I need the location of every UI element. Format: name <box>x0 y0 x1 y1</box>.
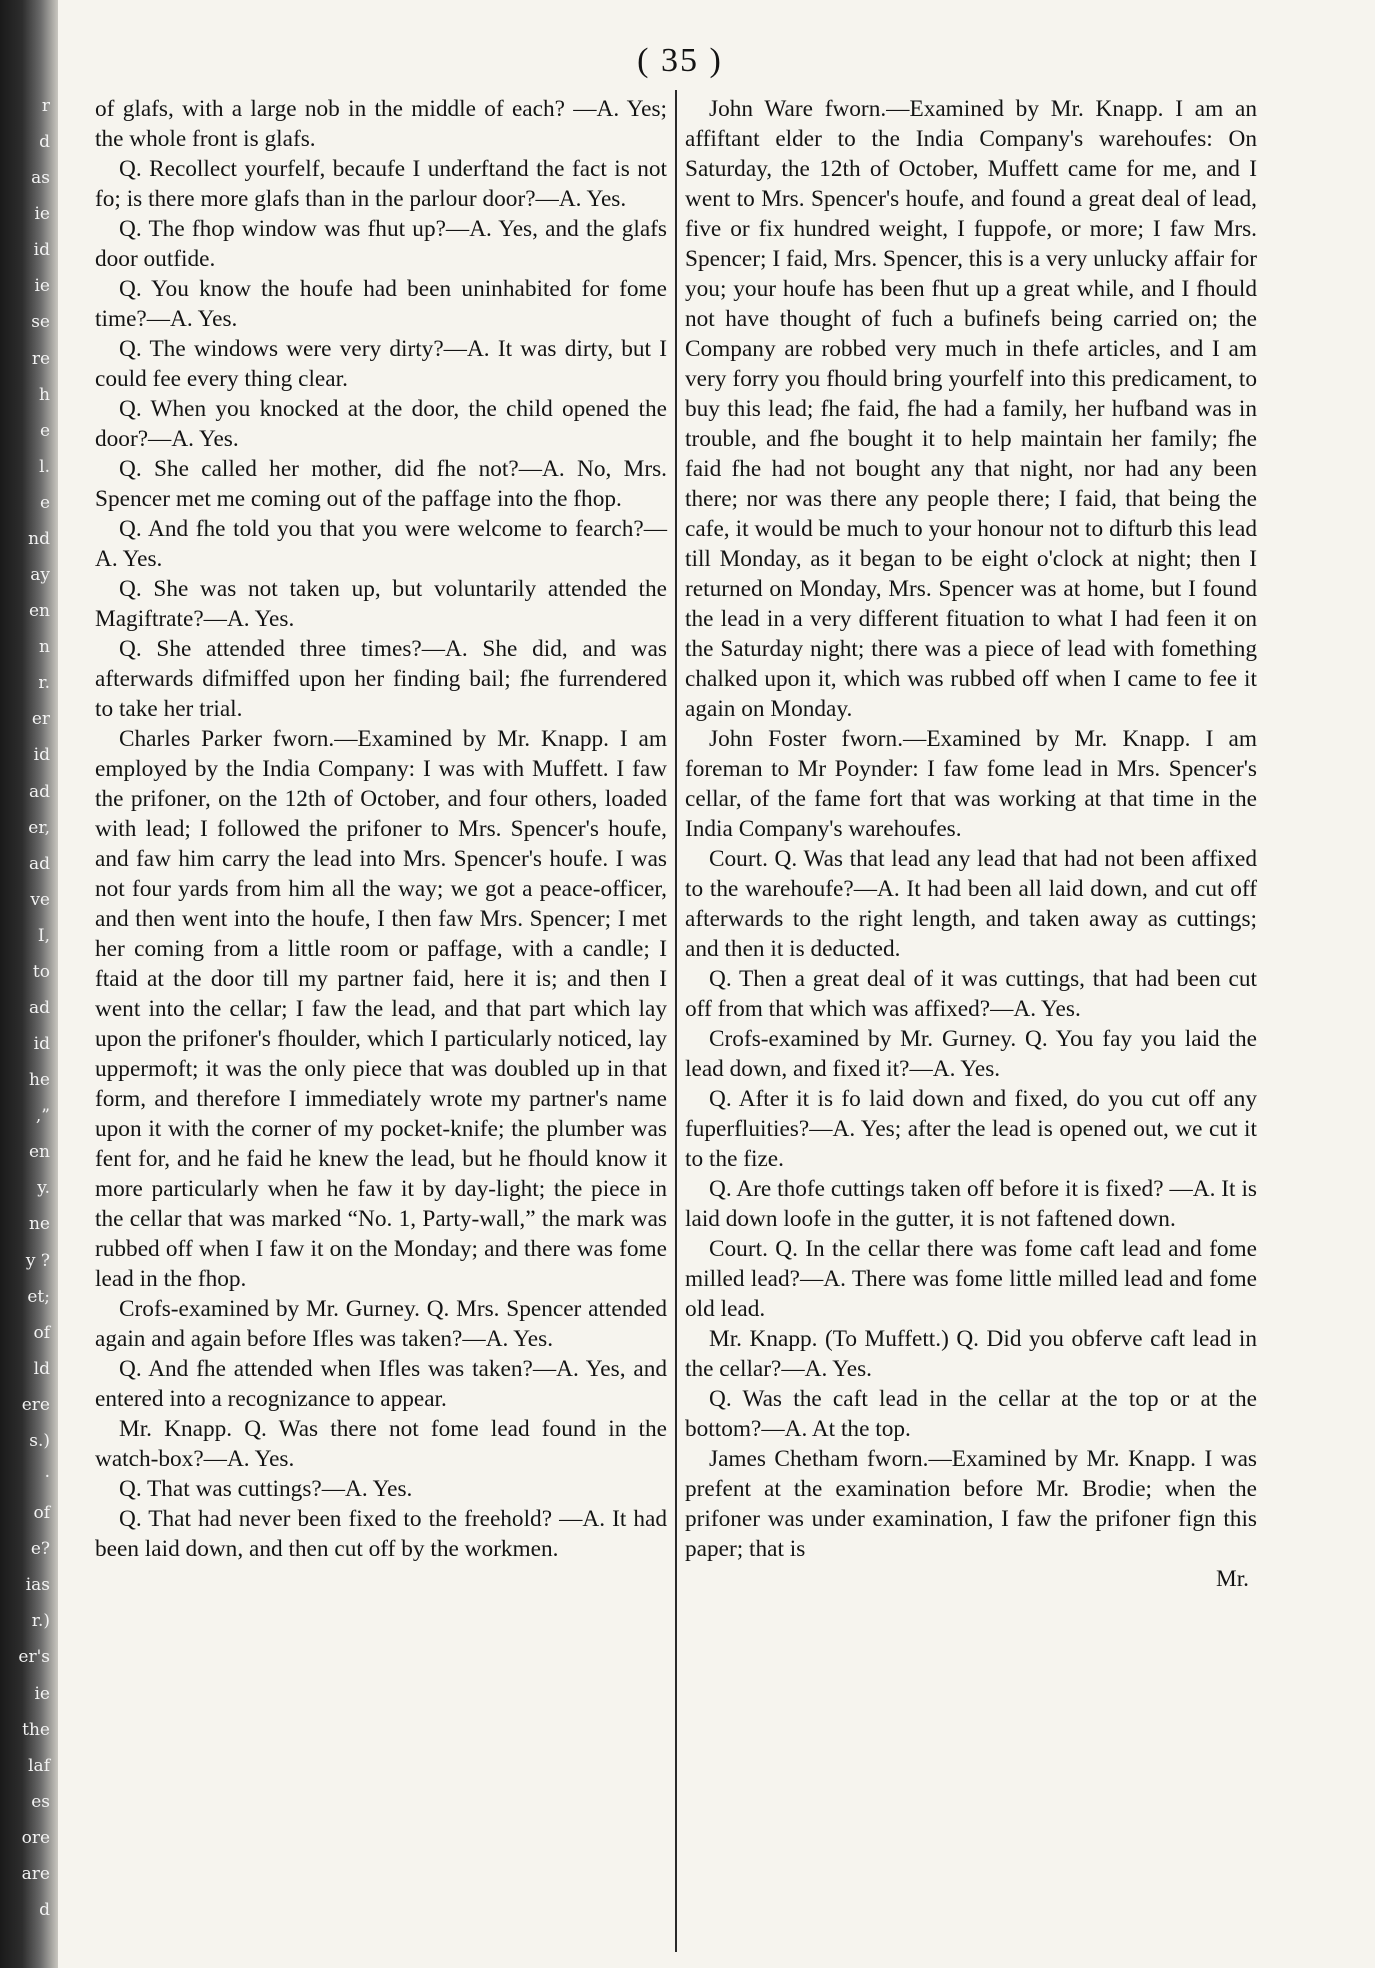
right-para-1: John Foster fworn.—Examined by Mr. Knapp. I am foreman to Mr Poynder: I faw fome lead in Mrs. Spencer's cellar, of the fame fort that was working at that time in the India Company's warehoufes. <box>685 726 1257 842</box>
gutter-fragment: er, <box>28 817 50 838</box>
gutter-fragment: id <box>33 240 50 261</box>
gutter-fragment: ad <box>28 998 50 1018</box>
left-para-13: Mr. Knapp. Q. Was there not fome lead found in the watch-box?—A. Yes. <box>95 1416 667 1472</box>
gutter-fragment: r.) <box>31 1611 50 1632</box>
gutter-fragment: ay <box>30 565 50 586</box>
gutter-fragment: ad <box>28 781 50 802</box>
gutter-fragment: to <box>32 961 50 982</box>
gutter-fragment: ve <box>30 889 50 910</box>
left-para-15: Q. That had never been fixed to the freehold? —A. It had been laid down, and then cut off by the workmen. <box>95 1506 667 1562</box>
right-para-5: Q. After it is fo laid down and fixed, do you cut off any fuperfluities?—A. Yes; after the lead is opened out, we cut it to the fize. <box>685 1086 1257 1172</box>
gutter-fragment: er <box>31 709 50 730</box>
gutter-fragment: r. <box>38 673 50 694</box>
gutter-fragment: r <box>41 96 50 116</box>
page-number: ( 35 ) <box>637 42 723 79</box>
left-para-1: Q. Recollect yourfelf, becaufe I underftand the fact is not fo; is there more glafs than in the parlour door?—A. Yes. <box>95 156 667 212</box>
left-para-14: Q. That was cuttings?—A. Yes. <box>119 1476 413 1502</box>
right-para-0: John Ware fworn.—Examined by Mr. Knapp. I am an affiftant elder to the India Company's warehoufes: On Saturday, the 12th of October, Muffett came for me, and I went to Mrs. Spencer's houfe, and found a great deal of lead, five or fix hundred weight, I fuppofe, or more; I faw Mrs. Spencer; I faid, Mrs. Spencer, this is a very unlucky affair for you; your houfe has been fhut up a great while, and I fhould not have thought of fuch a bufinefs being carried on; the Company are robbed very much in thefe articles, and I am very forry you fhould bring yourfelf into this predicament, to buy this lead; fhe faid, fhe had a family, her hufband was in trouble, and fhe bought it to help maintain her family; fhe faid fhe had not bought any that night, nor had any been there; nor was there any people there; I faid, that being the cafe, it would be much to your honour not to difturb this lead till Monday, as it began to be eight o'clock at night; then I returned on Monday, Mrs. Spencer was at home, but I found the lead in a very different fituation to what I had feen it on the Saturday night; there was a piece of lead with fomething chalked upon it, which was rubbed off when I came to fee it again on Monday. <box>685 96 1257 722</box>
gutter-fragment: ias <box>25 1575 50 1596</box>
gutter-fragment: l. <box>39 456 50 477</box>
gutter-fragment: et; <box>27 1286 50 1307</box>
gutter-fragment: h <box>39 384 50 405</box>
column-divider <box>675 90 677 1952</box>
gutter-fragment: · <box>44 1467 50 1488</box>
left-para-8: Q. She was not taken up, but voluntarily attended the Magiftrate?—A. Yes. <box>95 576 667 632</box>
gutter-fragment: are <box>21 1863 50 1884</box>
right-para-8: Mr. Knapp. (To Muffett.) Q. Did you obferve caft lead in the cellar?—A. Yes. <box>685 1326 1257 1382</box>
left-para-3: Q. You know the houfe had been uninhabited for fome time?—A. Yes. <box>95 276 667 332</box>
gutter-fragment: I, <box>37 925 50 946</box>
gutter-fragment: ere <box>21 1394 50 1415</box>
left-para-0: of glafs, with a large nob in the middle of each? —A. Yes; the whole front is glafs. <box>95 96 667 152</box>
gutter-fragment: ad <box>28 853 50 874</box>
gutter-fragment: he <box>28 1070 50 1091</box>
right-para-10: James Chetham fworn.—Examined by Mr. Knapp. I was prefent at the examination before Mr. Brodie; when the prifoner was under examination, I faw the prifoner fign this paper; that is <box>685 1446 1257 1562</box>
gutter-fragment: se <box>31 312 50 333</box>
left-para-4: Q. The windows were very dirty?—A. It was dirty, but I could fee every thing clear. <box>95 336 667 392</box>
left-para-10: Charles Parker fworn.—Examined by Mr. Knapp. I am employed by the India Company: I was with Muffett. I faw the prifoner, on the 12th of October, and four others, loaded with lead; I followed the prifoner to Mrs. Spencer's houfe, and faw him carry the lead into Mrs. Spencer's houfe. I was not four yards from him all the way; we got a peace-officer, and then went into the houfe, I then faw Mrs. Spencer; I met her coming from a little room or paffage, with a candle; I ftaid at the door till my partner faid, here it is; and then I went into the cellar; I faw the lead, and that part which lay upon the prifoner's fhoulder, which I particularly noticed, lay uppermoft; it was the only piece that was doubled up in that form, and therefore I immediately wrote my partner's name upon it with the corner of my pocket-knife; the plumber was fent for, and he faid he knew the lead, but he fhould know it more particularly when he faw it by day-light; the piece in the cellar that was marked “No. 1, Party-wall,” the mark was rubbed off when I faw it on the Monday; and there was fome lead in the fhop. <box>95 726 667 1292</box>
gutter-fragment: ie <box>34 1683 50 1704</box>
right-para-9: Q. Was the caft lead in the cellar at the top or at the bottom?—A. At the top. <box>685 1386 1257 1442</box>
left-para-7: Q. And fhe told you that you were welcome to fearch?—A. Yes. <box>95 516 667 572</box>
gutter-fragment: laf <box>28 1755 50 1776</box>
gutter-fragment: n <box>39 637 50 658</box>
gutter-fragment: ne <box>28 1214 50 1235</box>
right-para-3: Q. Then a great deal of it was cuttings, that had been cut off from that which was affixed?—A. Yes. <box>685 966 1257 1022</box>
right-para-4: Crofs-examined by Mr. Gurney. Q. You fay you laid the lead down, and fixed it?—A. Yes. <box>685 1026 1257 1082</box>
gutter-fragment: e? <box>30 1539 50 1560</box>
gutter-fragment: er's <box>18 1647 50 1668</box>
gutter-fragment: d <box>39 1900 50 1920</box>
gutter-fragment: d <box>39 132 50 153</box>
gutter-fragment: of <box>33 1503 50 1524</box>
left-para-9: Q. She attended three times?—A. She did, and was afterwards difmiffed upon her finding bail; fhe furrendered to take her trial. <box>95 636 667 722</box>
left-column <box>95 94 667 1564</box>
gutter-fragment: the <box>22 1719 50 1740</box>
gutter-fragment: y ? <box>25 1250 50 1271</box>
gutter-fragment: s.) <box>29 1430 50 1451</box>
left-para-5: Q. When you knocked at the door, the child opened the door?—A. Yes. <box>95 396 667 452</box>
gutter-fragment: nd <box>28 528 50 549</box>
gutter-fragment: ,” <box>35 1106 50 1127</box>
right-para-7: Court. Q. In the cellar there was fome caft lead and fome milled lead?—A. There was fome little milled lead and fome old lead. <box>685 1236 1257 1322</box>
right-column <box>685 94 1257 1594</box>
gutter-fragment: en <box>28 601 50 622</box>
gutter-fragment: ie <box>34 204 50 225</box>
gutter-fragment: as <box>31 168 50 189</box>
gutter-fragment: id <box>33 745 50 766</box>
left-para-12: Q. And fhe attended when Ifles was taken?—A. Yes, and entered into a recognizance to appear. <box>95 1356 667 1412</box>
gutter-fragment: en <box>28 1142 50 1163</box>
left-para-2: Q. The fhop window was fhut up?—A. Yes, and the glafs door outfide. <box>95 216 667 272</box>
left-para-11: Crofs-examined by Mr. Gurney. Q. Mrs. Spencer attended again and again before Ifles was taken?—A. Yes. <box>95 1296 667 1352</box>
gutter-fragment: y. <box>37 1178 50 1199</box>
right-para-6: Q. Are thofe cuttings taken off before it is fixed? —A. It is laid down loofe in the gutter, it is not faftened down. <box>685 1176 1257 1232</box>
catchword: Mr. <box>1215 1566 1249 1592</box>
right-para-2: Court. Q. Was that lead any lead that had not been affixed to the warehoufe?—A. It had been all laid down, and cut off afterwards to the right length, and taken away as cuttings; and then it is deducted. <box>685 846 1257 962</box>
gutter-fragment: re <box>31 348 50 369</box>
gutter-fragment: ore <box>21 1827 50 1848</box>
left-para-6: Q. She called her mother, did fhe not?—A. No, Mrs. Spencer met me coming out of the paffage into the fhop. <box>95 456 667 512</box>
gutter-fragment: es <box>31 1791 50 1812</box>
gutter-fragment: e <box>39 420 50 441</box>
gutter-fragment: ld <box>33 1358 50 1379</box>
gutter-fragment: ie <box>34 276 50 297</box>
gutter-fragment: e <box>39 492 50 513</box>
gutter-fragment: id <box>33 1034 50 1055</box>
gutter-fragment: of <box>33 1322 50 1343</box>
